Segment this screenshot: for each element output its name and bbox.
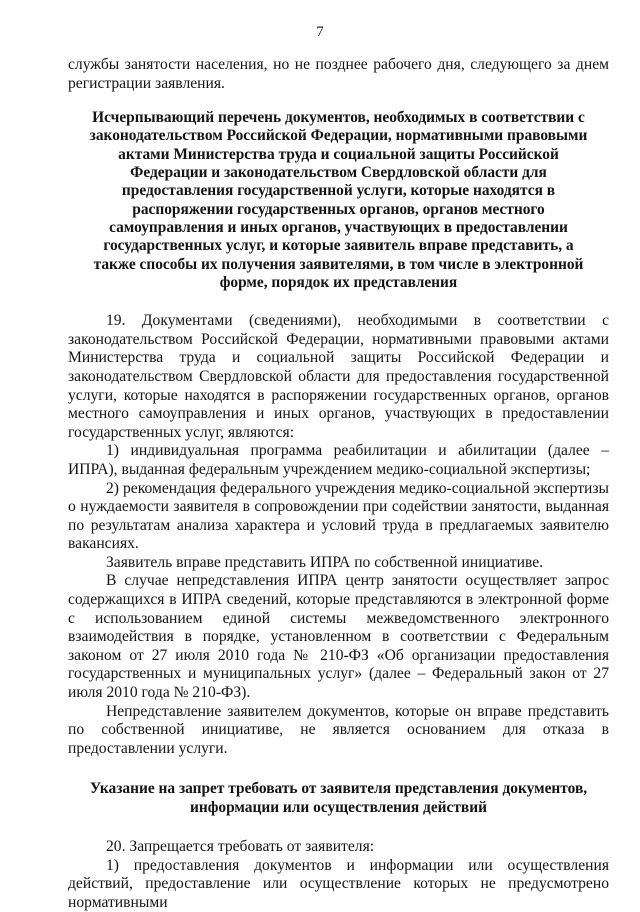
paragraph-19: 19. Документами (сведениями), необходимыми в соответствии с законодательством Российской Федерации, нормативными правовыми актами Министерства труда и социальной защиты Российской Федерации и законодательством Свердловской области для предоставления государственной услуги, которые находятся в распоряжении государственных органов, органов местного самоуправления и иных органов, участвующих в предоставлении государственных услуг, являются: bbox=[68, 312, 609, 441]
item-1-ipra: 1) индивидуальная программа реабилитации и абилитации (далее – ИПРА), выданная федеральным учреждением медико-социальной экспертизы; bbox=[68, 442, 609, 478]
item-1-prohibition: 1) предоставления документов и информации или осуществления действий, предоставление или осуществление которых не предусмотрено нормативными bbox=[68, 856, 609, 911]
paragraph-request: В случае непредставления ИПРА центр занятости осуществляет запрос содержащихся в ИПРА сведений, которые представляются в электронной форме с использованием единой системы межведомственного электронного взаимодействия в порядке, установленном в соответствии с Федеральным законом от 27 июля 2010 года № 210-ФЗ «Об организации предоставления государственных и муниципальных услуг» (далее – Федеральный закон от 27 июля 2010 года № 210-ФЗ). bbox=[68, 572, 609, 702]
item-2-recommendation: 2) рекомендация федерального учреждения медико-социальной экспертизы о нуждаемости заявителя в сопровождении при содействии занятости, выданная по результатам анализа характера и условий труда в предлагаемых заявителю вакансиях. bbox=[68, 479, 609, 553]
paragraph-applicant-right: Заявитель вправе представить ИПРА по собственной инициативе. bbox=[106, 553, 544, 571]
page-number: 7 bbox=[316, 24, 324, 40]
section-heading-documents: Исчерпывающий перечень документов, необходимых в соответствии с законодательством Российской Федерации, нормативными правовыми актами Министерства труда и социальной защиты Российской Федерации и законодательством Свердловской области для предоставления государственной услуги, которые находятся в распоряжении государственных органов, органов местного самоуправления и иных органов, участвующих в предоставлении государственных услуг, и которые заявитель вправе представить, а также способы их получения заявителями, в том числе в электронной форме, порядок их представления bbox=[89, 109, 588, 291]
section-heading-prohibition: Указание на запрет требовать от заявителя представления документов, информации или осуществления действий bbox=[89, 780, 588, 816]
continuation-paragraph: службы занятости населения, но не позднее рабочего дня, следующего за днем регистрации заявления. bbox=[68, 56, 609, 92]
paragraph-20: 20. Запрещается требовать от заявителя: bbox=[106, 838, 375, 855]
paragraph-non-submission: Непредставление заявителем документов, которые он вправе представить по собственной инициативе, не является основанием для отказа в предоставлении услуги. bbox=[68, 702, 609, 757]
page-content bbox=[68, 56, 609, 912]
